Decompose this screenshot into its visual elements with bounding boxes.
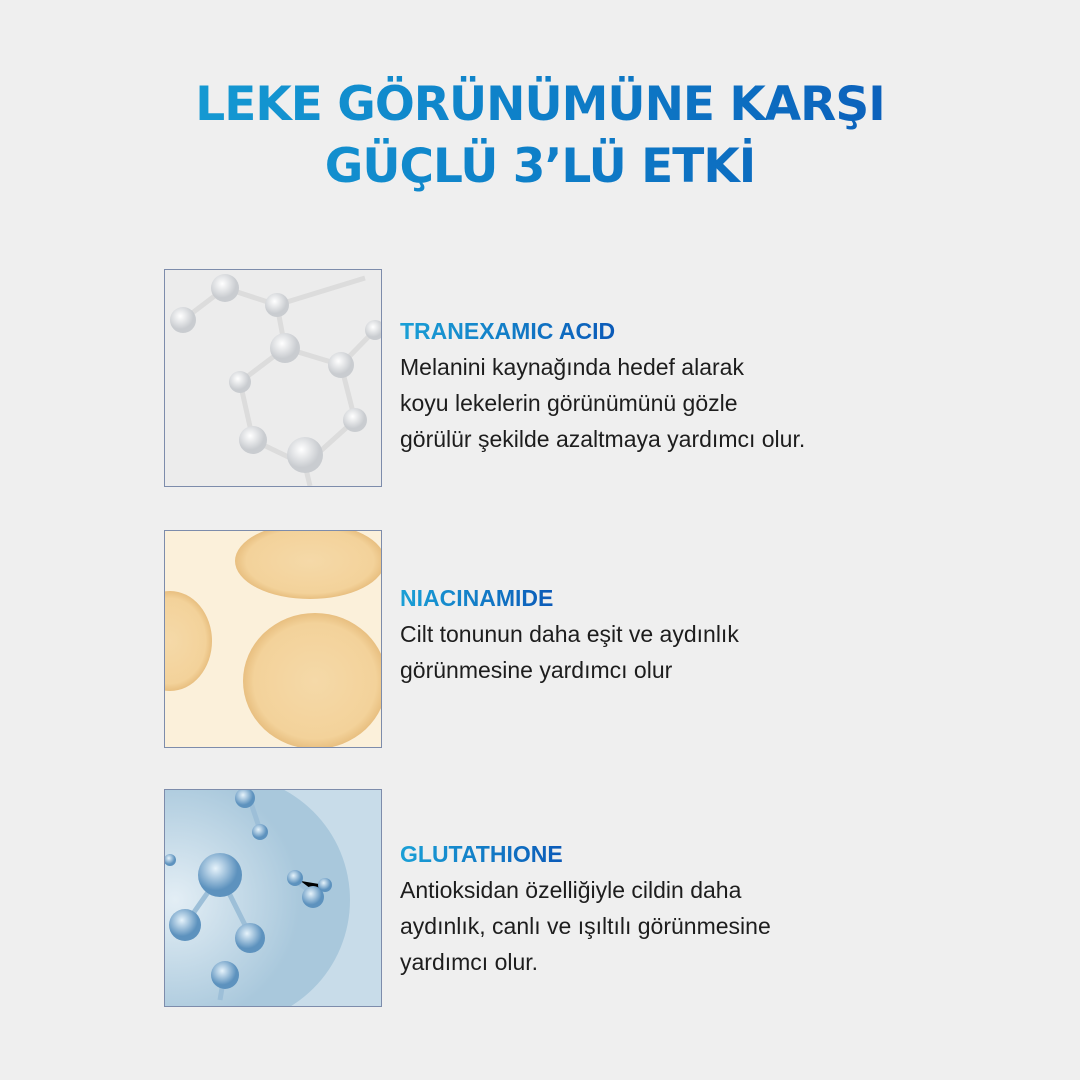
- title-line-1: LEKE GÖRÜNÜMÜNE KARŞI: [195, 77, 885, 132]
- serum-drops-image: [164, 530, 382, 748]
- molecule-image: [164, 269, 382, 487]
- molecule-bubble-image: [164, 789, 382, 1007]
- page-title: [0, 74, 1080, 198]
- title-line-2: GÜÇLÜ 3’LÜ ETKİ: [324, 139, 756, 194]
- ingredient-heading: GLUTATHIONE: [400, 836, 563, 872]
- ingredient-niacinamide: [164, 530, 924, 748]
- ingredient-description: Melanini kaynağında hedef alarak koyu lekelerin görünümünü gözle görülür şekilde azaltmaya yardımcı olur.: [400, 354, 806, 452]
- ingredient-tranexamic-acid: [164, 269, 924, 487]
- ingredient-heading: TRANEXAMIC ACID: [400, 313, 615, 349]
- ingredient-heading: NIACINAMIDE: [400, 580, 553, 616]
- ingredient-description: Antioksidan özelliğiyle cildin daha aydınlık, canlı ve ışıltılı görünmesine yardımcı olur.: [400, 877, 771, 975]
- ingredient-glutathione: [164, 789, 924, 1007]
- ingredient-description: Cilt tonunun daha eşit ve aydınlık görünmesine yardımcı olur: [400, 621, 739, 683]
